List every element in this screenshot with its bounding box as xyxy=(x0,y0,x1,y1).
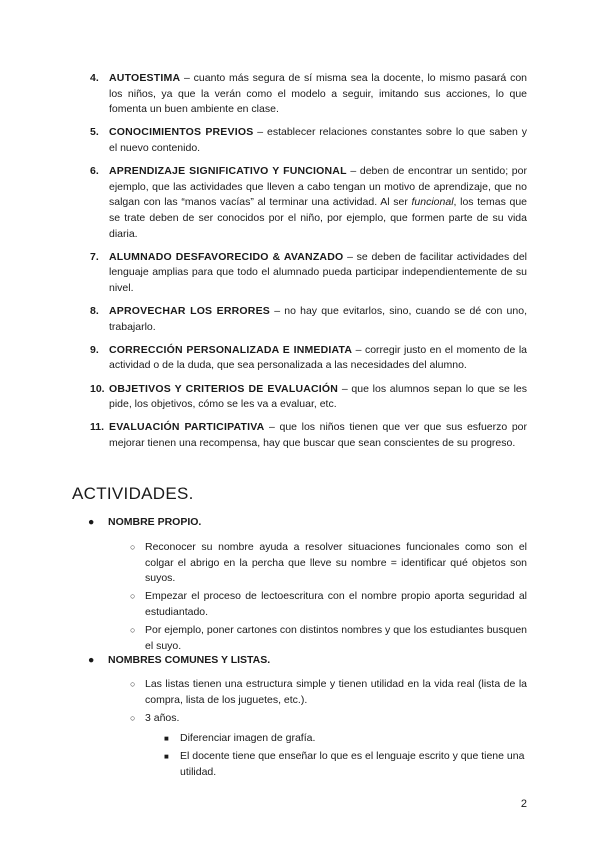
list-item: ○ Reconocer su nombre ayuda a resolver situaciones funcionales como son el colgar el abrigo en la percha que lleve su nombre = identificar qué objetos son suyos. xyxy=(130,541,527,585)
item-italic: funcional xyxy=(411,196,454,209)
list-item: ○ Por ejemplo, poner cartones con distintos nombres y que los estudiantes busquen el suyo. xyxy=(130,623,527,652)
square-bullet-icon: ■ xyxy=(164,752,169,762)
bullet-title: NOMBRE PROPIO. xyxy=(108,516,202,528)
item-number: 7. xyxy=(90,250,99,263)
list-item: ■ El docente tiene que enseñar lo que es el lenguaje escrito y que tiene una utilidad. xyxy=(164,750,525,778)
list-item: ○ 3 años. xyxy=(130,711,527,727)
sublist-nombre-propio xyxy=(130,540,527,657)
item-text: – que los niños tienen que ver que sus esfuerzo por mejorar tienen una recompensa, hay que buscar que sean conscientes de su progreso. xyxy=(109,421,527,450)
item-number: 4. xyxy=(90,72,99,84)
item-number: 10. xyxy=(90,382,105,395)
item-text: – cuanto más segura de sí misma sea la docente, lo mismo pasará con los niños, ya que la verán como el modelo a seguir, imitando sus acciones, lo que fomenta un buen ambiente en clase. xyxy=(109,72,527,116)
item-number: 11. xyxy=(90,421,105,434)
list-item xyxy=(90,382,527,413)
circle-bullet-icon: ○ xyxy=(130,712,136,723)
item-text: – que los alumnos sepan lo que se les pide, los objetivos, cómo se les va a evaluar, etc. xyxy=(109,382,527,411)
item-number: 9. xyxy=(90,343,99,356)
bullet-nombres-comunes xyxy=(88,653,270,669)
bullet-dot-icon: ● xyxy=(88,654,95,666)
item-number: 5. xyxy=(90,126,99,139)
item-heading: AUTOESTIMA xyxy=(109,72,181,84)
list-item: ○ Las listas tienen una estructura simple y tienen utilidad en la vida real (lista de la compra, lista de los juguetes, etc.). xyxy=(130,678,527,706)
item-heading: CORRECCIÓN PERSONALIZADA E INMEDIATA xyxy=(109,343,353,356)
list-item xyxy=(90,420,527,451)
list-item xyxy=(90,125,527,156)
item-heading: EVALUACIÓN PARTICIPATIVA xyxy=(109,421,265,434)
sublist-nombres-comunes xyxy=(130,677,527,729)
list-item xyxy=(90,164,527,242)
sublist-level3 xyxy=(164,731,527,783)
bullet-dot-icon: ● xyxy=(88,516,95,528)
item-heading: APROVECHAR LOS ERRORES xyxy=(109,305,270,318)
circle-bullet-icon: ○ xyxy=(130,624,136,635)
square-bullet-icon: ■ xyxy=(164,734,169,743)
list-item xyxy=(90,250,527,297)
circle-bullet-icon: ○ xyxy=(130,542,136,552)
item-text: – deben de encontrar un sentido; por ejemplo, que las actividades que lleven a cabo tengan un motivo de aprendizaje, que no salgan con las “manos vacías” al terminar una actividad. Al ser xyxy=(109,165,527,209)
item-heading: CONOCIMIENTOS PREVIOS xyxy=(109,126,254,139)
item-text: – corregir justo en el momento de la actividad o de la duda, que sea personalizada a las necesidades del alumno. xyxy=(109,343,528,372)
circle-bullet-icon: ○ xyxy=(130,679,136,689)
list-item xyxy=(90,71,527,118)
page-number: 2 xyxy=(520,798,527,810)
item-number: 8. xyxy=(90,305,99,318)
item-text: – no hay que evitarlos, sino, cuando se dé con uno, trabajarlo. xyxy=(109,305,527,333)
bullet-title: NOMBRES COMUNES Y LISTAS. xyxy=(108,654,271,666)
item-heading: ALUMNADO DESFAVORECIDO & AVANZADO xyxy=(109,250,344,263)
list-item: ■ Diferenciar imagen de grafía. xyxy=(164,731,527,747)
item-number: 6. xyxy=(90,165,99,178)
item-text-continued: , los temas que se trate deben de ser conocidos por el niño, por ejemplo, que formen parte de su vida diaria. xyxy=(109,196,528,240)
list-item xyxy=(90,304,527,335)
item-text: – establecer relaciones constantes sobre lo que saben y el nuevo contenido. xyxy=(109,126,527,154)
circle-bullet-icon: ○ xyxy=(130,591,136,602)
list-item xyxy=(90,343,527,374)
item-heading: OBJETIVOS Y CRITERIOS DE EVALUACIÓN xyxy=(109,382,339,395)
item-heading: APRENDIZAJE SIGNIFICATIVO Y FUNCIONAL xyxy=(109,165,347,178)
section-title: ACTIVIDADES. xyxy=(72,484,194,503)
item-text: – se deben de facilitar actividades del lenguaje amplias para que todo el alumnado pueda participar independientemente de su nivel. xyxy=(109,250,528,294)
list-item: ○ Empezar el proceso de lectoescritura con el nombre propio aporta seguridad al estudiantado. xyxy=(130,590,527,618)
numbered-list xyxy=(90,71,527,459)
bullet-nombre-propio xyxy=(88,515,201,531)
